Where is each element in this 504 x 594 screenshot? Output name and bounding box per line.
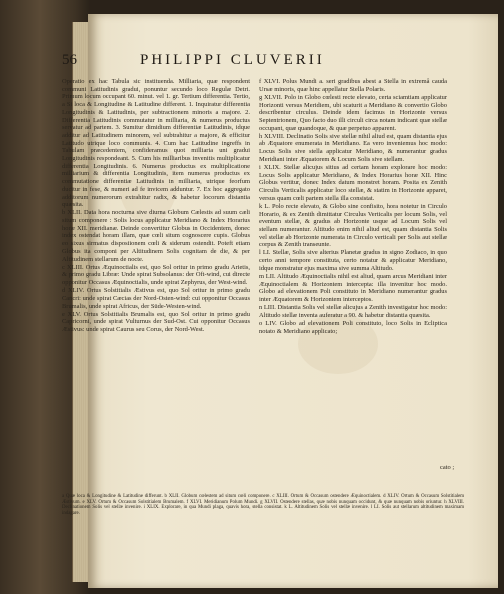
- marginal-notes: a Quæ loca & Longitudine & Latitudine differunt. b XLII. Globum cœlestem ad situm cœli componere. c XLIII. Ortum & Occasum ostendere Æquinoctialem. d XLIV. Ortum & Occasum Solstitialem Æstivum. e XLV. Ortum & Occasum Solstitialem Brumalem. f XLVI. Meridianum Polum Mundi. g XLVII. Ostendere stellas, quæ nobis nunquam occidunt, & quæ nunquam nobis oriuntur. h XLVIII. Declinationem Solis vel stellæ invenire. i XLIX. Explorare, in qua Mundi plaga, quavis hora, stella consistat. k L. Altitudinem Solis vel stellæ invenire. l LI. Solis aut stellarum altitudinem maximam indagare.: [62, 494, 464, 517]
- paragraph: Operatio ex hac Tabula sic instituenda. Milliaria, quæ respondent communi Latitudinis gradui, ponuntur secundo loco Regulæ Detri. Primum locum occupant 60. minut. vel 1. gr. Tertium differentia. Tertio, a Si loca & Longitudine & Latitudine different. 1. Inquiratur differentia Longitudinis & Latitudinis, per subtractionem minoris a majore. 2. Differentia Latitudinis commutatur in milliaria, & numerus productus servatur ad partem. 3. Sumitur dimidium differentiæ Latitudinis, idque additur ad Latitudinem minorem, vel subtrahitur a majore, & efficitur Latitudo utrique loco communis. 4. Cum hac Latitudine ingreffs in Tabulam præcedentem, confideramus quot milliaria uni gradui Longitudinis respondeant. 5. Cum his milliaribus invenitis multiplicatur differentia Longitudinis. 6. Numerus productus ex multiplicatione milliarium & differentia Longitudinis, item numerus productus ex commutatione differentiæ Latitudinis in milliaria, utrique feorfum ducitur in fese, & numeri ad fe invicem adduntur. 7. Ex hoc aggregato additorum numerorum extrahitur radix, & habetur locorum distantia quæsita.: [62, 78, 250, 209]
- page-header: [62, 52, 482, 74]
- paragraph: m LII. Altitudo Æquinoctialis nihil est aliud, quam arcus Meridiani inter Æquinoctialem & Horizontem intercepta: illa invenitur hoc modo. Globo ad elevationem Poli constituto in Meridiano numerantur gradus inter Æquatorem & Horizontem interceptos.: [259, 272, 447, 304]
- paragraph: e XLV. Ortus Solstitialis Brumalis est, quo Sol oritur in primo gradu Capricorni, unde spirat Vulturnus der Sud-Ost. Cui opponitur Occasus Æstivus: unde spirat Caurus seu Corus, der Nord-West.: [62, 310, 250, 334]
- left-column: [62, 78, 250, 334]
- paragraph: o LIV. Globo ad elevationem Poli constituto, loco Solis in Ecliptica notato & Meridiano applicato;: [259, 319, 447, 335]
- paragraph: i XLIX. Stellæ alicujus sitius ad certam horam explorare hoc modo: Locus Solis applicatur Meridiano, & Index Horarius horæ XII. Hinc Globus vertitur, donec Index datum monstret horam. Posita ex Zenith Circulis Verticalis applicatur loco stellæ, & statim in Horizonte apparet, versus quam cœli partem stella illa consistat.: [259, 163, 447, 202]
- paragraph: n LIII. Distantia Solis vel stellæ alicujus a Zenith investigatur hoc modo: Altitudo stellæ inventa auferatur a 90. & habetur distantia quæsita.: [259, 304, 447, 319]
- running-title: PHILIPPI CLUVERII: [140, 52, 325, 68]
- catchword: cato ;: [440, 464, 455, 471]
- right-column: [259, 78, 447, 336]
- paragraph: h XLVIII. Declinatio Solis sive stellæ nihil aliud est, quam distantia ejus ab Æquatore enumerata in Meridiano. Ea vero inveniemus hoc modo: Locus Solis sive stella applicatur Meridiano, & numerantur gradus Meridiani inter Æquatorem & Locum Solis sive stellam.: [259, 132, 447, 163]
- paragraph: b XLII. Data hora nocturna sive diurna Globum Cælestis ad suum cæli situm componere : Solis locus applicatur Meridiano & Index Horarius horæ XII. meridianæ. Deinde convertitur Globus in Occidentem, donec index ostendat horam illam, quæ cœli situm cognoscere cupis. Globus eo sixus sirmatus disposiionem cœli & siderum ostendit. Poteft etiam Globus ita componi per Altitudinem Solis cognitam de die, & per Altitudinem stellarum de nocte.: [62, 209, 250, 263]
- paragraph: f XLVI. Polus Mundi a. seri gradibus abest a Stella in extremâ cauda Ursæ minoris, quæ hinc appellatur Stella Polaris.: [259, 78, 447, 93]
- paragraph: l LI. Stellæ, Solis sive alterius Planetæ gradus in signo Zodiaco, in quo certo anni tempore constituta, certo notatur & applicatur Meridiano, idque monstratur ejus maxima sive summa Altitudo.: [259, 249, 447, 272]
- paragraph: c XLIII. Ortus Æquinoctialis est, quo Sol oritur in primo gradu Arietis, & primo gradu Libræ: Unde spirat Subsolanus: der Oft-wind, cui directe opponitur Occasus Æquinoctialis, unde spirat Zephyrus, der West-wind.: [62, 263, 250, 287]
- page-number: 56: [62, 52, 77, 68]
- paragraph: k L. Polo recte elevato, & Globo sine confisito, hora notetur in Circulo Horario, & ex Zenith dimittatur Circulus Verticalis per locum Solis, vel eventum stellæ, & gradus ab Horizonte usque ad Locum Solis vel stellam numerantur. Altitudo enim nihil aliud est, quam distantia Solis vel stellæ ab Horizonte numerata in Circulo verticali per Solis aut stellæ corpus & Zenith transeunte.: [259, 202, 447, 249]
- paragraph: d XLIV. Ortus Solstitialis Æstivus est, quo Sol oritur in primo gradu Cancri: unde spirat Cæcias der Nord-Osten-wind: cui opponitur Occasus Brumalis, unde spirat Africus, der Süde-Westen-wind.: [62, 287, 250, 310]
- paragraph: g XLVII. Polo in Globo cœlesti recte elevato, certa sciamtiam applicatur Horizonti versus Meridiem, ubi scaturit a Meridiano & convertio Globo describentur circulus. Deinde idem facimus in Horizonte versus Septentrionem, Quo facto duo illi circuli circa notam indicant quæ stellæ occupant, quæ quandoque, & quæ perpetuo apparent.: [259, 93, 447, 132]
